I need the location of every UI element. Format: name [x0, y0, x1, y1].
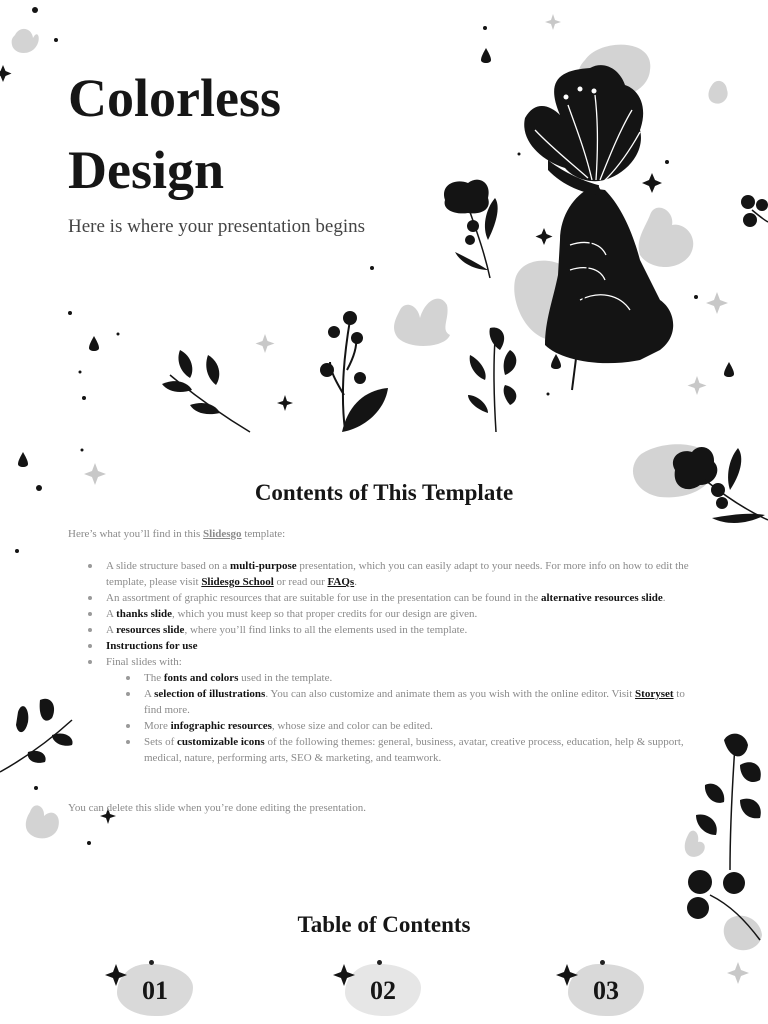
bold-text: fonts and colors — [163, 672, 239, 684]
list-item — [106, 606, 698, 622]
text: A — [106, 624, 117, 636]
storyset-link[interactable]: Storyset — [635, 688, 674, 700]
contents-list — [68, 558, 698, 766]
toc-number: 02 — [370, 976, 396, 1005]
dot-decoration — [149, 960, 154, 965]
text: , which you must keep so that proper credits for our design are given. — [172, 608, 478, 620]
list-item — [106, 558, 698, 590]
bold-text: resources slide — [116, 624, 185, 636]
bold-text: customizable icons — [177, 736, 265, 748]
text: An assortment of graphic resources that are suitable for use in the presentation can be found in the — [106, 592, 541, 604]
bold-text: selection of illustrations — [154, 688, 266, 700]
intro-text-end: template: — [241, 528, 286, 540]
dot-decoration — [377, 960, 382, 965]
sub-list-item — [144, 686, 698, 718]
toc-item-02[interactable] — [333, 958, 433, 1018]
text: A — [144, 688, 155, 700]
sub-list-item — [144, 718, 698, 734]
subtitle: Here is where your presentation begins — [68, 216, 366, 237]
bold-text: thanks slide — [116, 608, 173, 620]
list-item — [106, 638, 698, 654]
slidesgo-link[interactable]: Slidesgo — [203, 528, 242, 540]
faqs-link[interactable]: FAQs — [327, 576, 355, 588]
text: A — [106, 608, 117, 620]
sub-list-item — [144, 734, 698, 766]
title-line-2: Design — [68, 140, 225, 200]
text: . — [662, 592, 666, 604]
text: Sets of — [144, 736, 177, 748]
text: used in the template. — [238, 672, 333, 684]
title-line-1: Colorless — [68, 68, 281, 128]
text: , whose size and color can be edited. — [271, 720, 433, 732]
contents-intro — [68, 528, 285, 540]
text: presentation, which you can easily adapt to your needs. For more info on how to edit the template, please visit — [106, 560, 689, 588]
text: . You can also customize and animate them as you wish with the online editor. Visit — [265, 688, 636, 700]
text: of the following themes: general, business, avatar, creative process, education, help & support, medical, nature, performing arts, SEO & marketing, and teamwork. — [144, 736, 684, 764]
text: , where you’ll find links to all the elements used in the template. — [184, 624, 468, 636]
list-item — [106, 654, 698, 766]
toc-number: 01 — [142, 976, 168, 1005]
text: Final slides with: — [106, 656, 182, 668]
bold-text: Instructions for use — [106, 640, 198, 652]
toc-heading: Table of Contents — [297, 912, 471, 937]
list-item — [106, 622, 698, 638]
dot-decoration — [600, 960, 605, 965]
text: The — [144, 672, 164, 684]
text: . — [354, 576, 357, 588]
bold-text: multi-purpose — [230, 560, 297, 572]
slidesgo-school-link[interactable]: Slidesgo School — [201, 576, 274, 588]
bold-text: alternative resources slide — [540, 592, 663, 604]
text: or read our — [273, 576, 328, 588]
intro-text: Here’s what you’ll find in this — [68, 528, 204, 540]
contents-outro: You can delete this slide when you’re done editing the presentation. — [68, 802, 366, 814]
toc-number: 03 — [593, 976, 619, 1005]
toc-item-01[interactable] — [105, 958, 205, 1018]
text: A slide structure based on a — [106, 560, 231, 572]
contents-heading: Contents of This Template — [254, 480, 514, 505]
list-item — [106, 590, 698, 606]
text: to find more. — [144, 688, 685, 716]
sub-list-item — [144, 670, 698, 686]
toc-item-03[interactable] — [556, 958, 656, 1018]
text: More — [144, 720, 171, 732]
title — [68, 62, 281, 206]
bold-text: infographic resources — [170, 720, 272, 732]
